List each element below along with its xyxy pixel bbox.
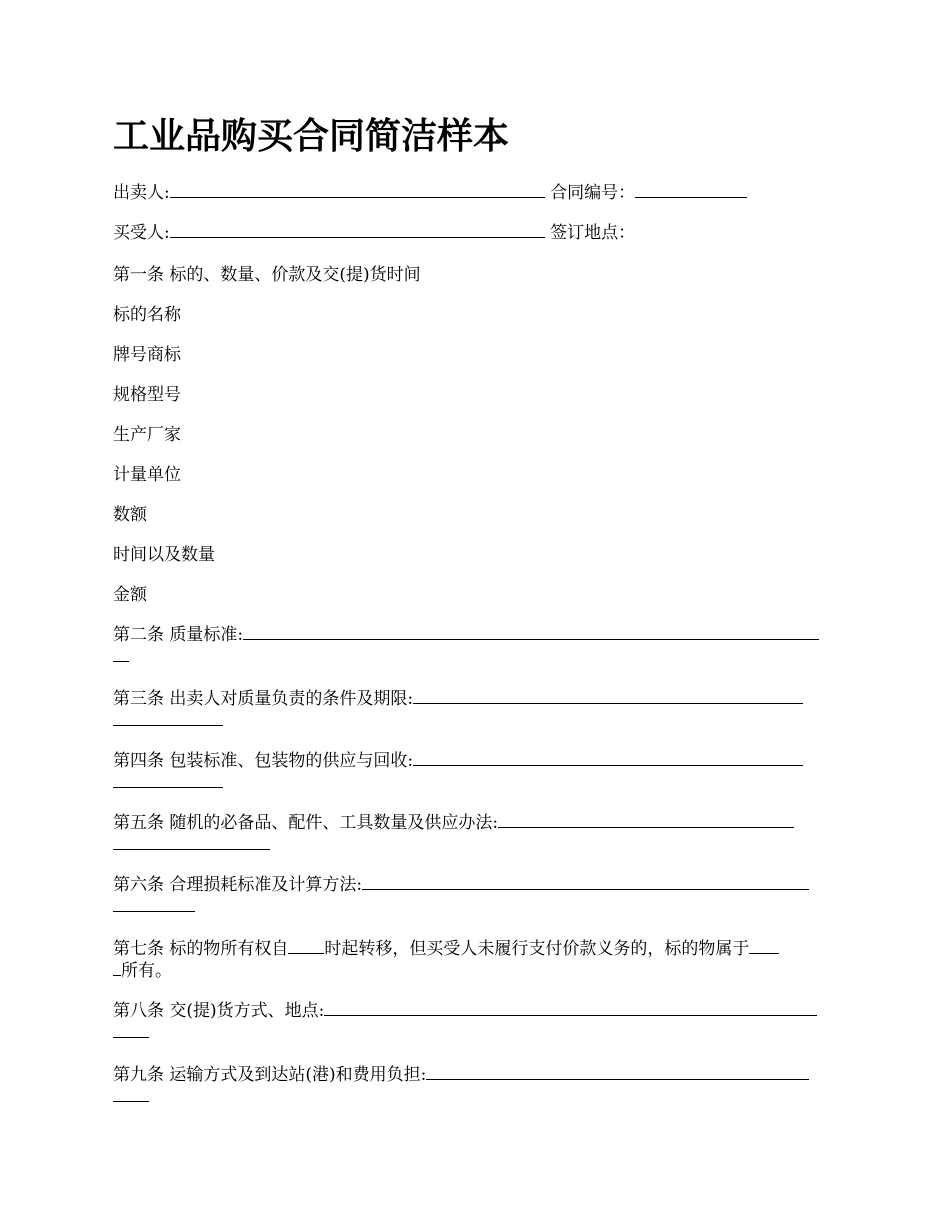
article-9	[113, 1064, 838, 1086]
article-7-owner-blank[interactable]	[749, 939, 779, 954]
buyer-label: 买受人:	[113, 223, 170, 243]
page-title: 工业品购买合同简洁样本	[113, 116, 510, 157]
article-7-text-b: 时起转移，但买受人未履行支付价款义务的，标的物属于	[324, 939, 750, 959]
article-5	[113, 812, 838, 834]
article-8-blank-cont[interactable]	[113, 1023, 149, 1038]
article-5-blank[interactable]	[498, 813, 794, 828]
article-5-text: 第五条 随机的必备品、配件、工具数量及供应办法:	[113, 813, 499, 833]
article-1-item: 金额	[113, 585, 147, 605]
article-1-item: 计量单位	[113, 465, 181, 485]
article-9-text: 第九条 运输方式及到达站(港)和费用负担:	[113, 1065, 427, 1085]
seller-label: 出卖人:	[113, 183, 170, 203]
article-4-blank[interactable]	[413, 751, 803, 766]
seller-row	[113, 182, 838, 204]
article-4	[113, 750, 838, 772]
article-2-text: 第二条 质量标准:	[113, 625, 244, 645]
article-6-text: 第六条 合理损耗标准及计算方法:	[113, 875, 363, 895]
article-2-continuation	[113, 646, 838, 668]
article-3-blank-cont[interactable]	[113, 711, 223, 726]
article-3	[113, 688, 838, 710]
article-1-item: 牌号商标	[113, 345, 181, 365]
contract-no-label: 合同编号：	[550, 183, 636, 203]
place-label: 签订地点：	[550, 223, 636, 243]
article-6-blank-cont[interactable]	[113, 897, 195, 912]
article-2	[113, 624, 838, 646]
article-6-blank[interactable]	[362, 875, 809, 890]
article-8-blank[interactable]	[324, 1001, 817, 1016]
article-7-text-c: 所有。	[121, 961, 172, 981]
article-6-continuation	[113, 896, 838, 918]
article-8-continuation	[113, 1022, 838, 1044]
article-9-blank[interactable]	[426, 1065, 809, 1080]
buyer-blank[interactable]	[170, 223, 545, 238]
article-2-blank-cont[interactable]	[113, 647, 129, 662]
article-7-time-blank[interactable]	[288, 939, 324, 954]
article-3-blank[interactable]	[413, 689, 803, 704]
article-9-blank-cont[interactable]	[113, 1087, 149, 1102]
buyer-row	[113, 222, 838, 244]
article-7-text-a: 第七条 标的物所有权自	[113, 939, 289, 959]
article-4-text: 第四条 包装标准、包装物的供应与回收:	[113, 751, 414, 771]
article-3-text: 第三条 出卖人对质量负责的条件及期限:	[113, 689, 414, 709]
article-6	[113, 874, 838, 896]
article-4-blank-cont[interactable]	[113, 773, 223, 788]
article-8	[113, 1000, 838, 1022]
article-1-item: 规格型号	[113, 385, 181, 405]
article-7-owner-blank-cont[interactable]	[113, 961, 121, 976]
article-3-continuation	[113, 710, 838, 732]
article-7	[113, 938, 838, 960]
article-1-heading: 第一条 标的、数量、价款及交(提)货时间	[113, 265, 421, 285]
article-8-text: 第八条 交(提)货方式、地点:	[113, 1001, 325, 1021]
article-5-blank-cont[interactable]	[113, 835, 270, 850]
article-4-continuation	[113, 772, 838, 794]
article-2-blank[interactable]	[243, 625, 819, 640]
article-5-continuation	[113, 834, 838, 856]
article-1-item: 数额	[113, 505, 147, 525]
article-1-item: 标的名称	[113, 305, 181, 325]
seller-blank[interactable]	[170, 183, 545, 198]
contract-no-blank[interactable]	[635, 183, 747, 198]
article-7-continuation	[113, 960, 838, 982]
article-9-continuation	[113, 1086, 838, 1108]
article-1-item: 生产厂家	[113, 425, 181, 445]
article-1-item: 时间以及数量	[113, 545, 215, 565]
